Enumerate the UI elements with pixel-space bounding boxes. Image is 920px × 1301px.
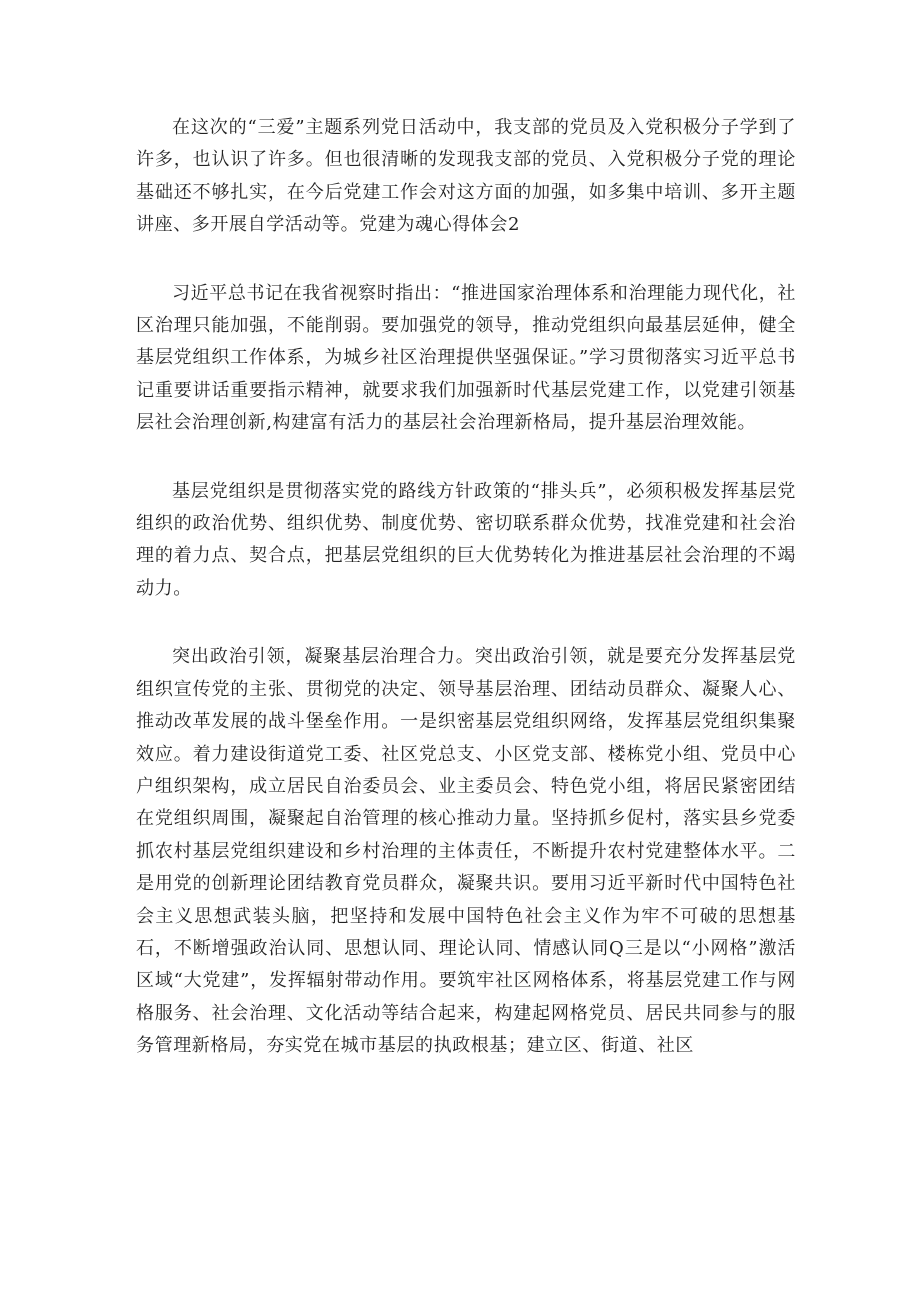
paragraph-1: 在这次的“三爱”主题系列党日活动中，我支部的党员及入党积极分子学到了许多，也认识了许多。但也很清晰的发现我支部的党员、入党积极分子党的理论基础还不够扎实，在今后党建工作会对这方面的加强，如多集中培训、多开主题讲座、多开展自学活动等。党建为魂心得体会2 — [136, 117, 796, 236]
paragraph-2: 习近平总书记在我省视察时指出：“推进国家治理体系和治理能力现代化，社区治理只能加强，不能削弱。要加强党的领导，推动党组织向最基层延伸，健全基层党组织工作体系，为城乡社区治理提供坚强保证。”学习贯彻落实习近平总书记重要讲话重要指示精神，就要求我们加强新时代基层党建工作，以党建引领基层社会治理创新,构建富有活力的基层社会治理新格局，提升基层治理效能。 — [136, 282, 796, 434]
paragraph-4: 突出政治引领，凝聚基层治理合力。突出政治引领，就是要充分发挥基层党组织宣传党的主张、贯彻党的决定、领导基层治理、团结动员群众、凝聚人心、推动改革发展的战斗堡垒作用。一是织密基层党组织网络，发挥基层党组织集聚效应。着力建设街道党工委、社区党总支、小区党支部、楼栋党小组、党员中心户组织架构，成立居民自治委员会、业主委员会、特色党小组，将居民紧密团结在党组织周围，凝聚起自治管理的核心推动力量。坚持抓乡促村，落实县乡党委抓农村基层党组织建设和乡村治理的主体责任，不断提升农村党建整体水平。二是用党的创新理论团结教育党员群众，凝聚共识。要用习近平新时代中国特色社会主义思想武装头脑，把坚持和发展中国特色社会主义作为牢不可破的思想基石，不断增强政治认同、思想认同、理论认同、情感认同Q三是以“小网格”激活区域“大党建”，发挥辐射带动作用。要筑牢社区网格体系，将基层党建工作与网格服务、社会治理、文化活动等结合起来，构建起网格党员、居民共同参与的服务管理新格局，夯实党在城市基层的执政根基；建立区、街道、社区 — [136, 646, 796, 1057]
document-body — [136, 112, 796, 1063]
paragraph-3: 基层党组织是贯彻落实党的路线方针政策的“排头兵”，必须积极发挥基层党组织的政治优势、组织优势、制度优势、密切联系群众优势，找准党建和社会治理的着力点、契合点，把基层党组织的巨大优势转化为推进基层社会治理的不竭动力。 — [136, 480, 796, 599]
